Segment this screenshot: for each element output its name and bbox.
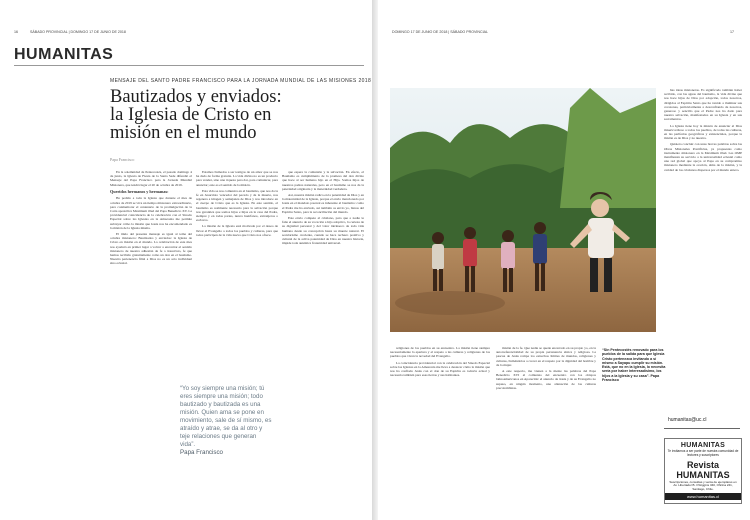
- pull-quote-source: Papa Francisco: [180, 449, 223, 456]
- right-page: [378, 0, 750, 520]
- section-title: HUMANITAS: [14, 46, 114, 63]
- ad-brand: Revista HUMANITAS: [676, 459, 730, 480]
- photo-ground: [390, 248, 656, 332]
- body-paragraph: A este respecto, me vienen a la mente las palabras del Papa Benedicto XVI al comienzo del encuentro con los obispos latinoamericanos en Aparecida: el anuncio de Jesús y de su Evangelio no supuso, en ningún momento, una alienación de las culturas precolombinas.: [496, 369, 596, 390]
- body-paragraph: misión de la fe. Que nadie se quede encerrado en su propio yo, en la autorreferencialidad de su propia pertenencia étnica y religiosa. La pascua de Jesús rompe los estrechos límites de mundos, religiones y culturas, llamándolos a crecer en el respeto por la dignidad del hombre y de la mujer.: [496, 346, 596, 367]
- photo-palm: [560, 88, 656, 208]
- body-paragraph: La coincidencia providencial con la celebración del Sínodo Especial sobre las Iglesias en la Amazonía me lleva a destacar cómo la misión que nos ha confiado Jesús con el don de su Espíritu es todavía actual y necesaria también para esas tierras y sus habitantes.: [390, 360, 490, 378]
- photo-caption: “Sin Pentecostés renovado para los pueblos de la salida para que Iglesia Cristo pertenezca invitando a sí mismo a Sayapu cumplir su misión. Está, que no en la Iglesia, lo necesita sería por haber interesadísimo, los hijos a la Iglesia y su casa”. Papa Francisco: [602, 348, 666, 383]
- running-header-right: DOMINGO 17 DE JUNIO DE 2018 | SÁBADO PROVINCIAL: [392, 30, 488, 34]
- subscription-ad[interactable]: [664, 438, 742, 504]
- intro-paragraph: En la solemnidad de Pentecostés, el pasado domingo 4 de junio, la Iglesia de Fiesta de la Santa Sede difundió el Mensaje del Papa Francisco para la Jornada Mundial Misionera, que tendrá lugar el 20 de octubre de 2019.: [110, 170, 192, 187]
- pull-quote-text: “Yo soy siempre una misión; tú eres siempre una misión; todo bautizado y bautizada es una misión. Quien ama se pone en movimiento, sale de sí mismo, es atraído y atrae, se da al otro y teje relaciones que generan vida”.: [180, 385, 272, 448]
- running-header-left: SÁBADO PROVINCIAL | DOMINGO 17 DE JUNIO DE 2018: [30, 30, 126, 34]
- article-kicker: MENSAJE DEL SANTO PADRE FRANCISCO PARA LA JORNADA MUNDIAL DE LAS MISIONES 2018: [110, 78, 372, 84]
- photo-shadow: [395, 291, 505, 315]
- folio-right: 17: [730, 30, 734, 34]
- article-headline: [110, 88, 360, 142]
- ad-details: Suscripciones, consultas y venta de ejemplares en Av. Libertador B. O'Higgins 340, Oficina 241, Santiago, Chile.: [669, 479, 737, 491]
- body-paragraph: La misión de la Iglesia está motivada por el deseo de llevar el Evangelio a todos los pueblos y culturas, para que todos participen de la vida nueva que Cristo nos ofrece.: [196, 224, 278, 237]
- body-paragraph: El título del presente mensaje es igual al tema del octubre misionero: Bautizados y enviados: la Iglesia de Cristo en misión en el mundo. La celebración de este mes nos ayudará en primer lugar a volver a encontrar el sentido misionero de nuestra adhesión de fe a Jesucristo, fe que hemos recibido gratuitamente como un don en el bautismo. Nuestra pertenencia filial a Dios no es un acto individual sino eclesial.: [110, 232, 192, 266]
- body-column-right: [664, 88, 742, 174]
- ad-url-bar[interactable]: www.humanitas.cl: [665, 493, 741, 500]
- body-column-bottom-left: [390, 346, 490, 379]
- headline-line-1: Bautizados y enviados:: [110, 87, 282, 107]
- body-paragraph: La Iglesia tiene hoy la misión de anunciar al Dios misericordioso a todos los pueblos, de todas las culturas, en las periferias geográficas y existenciales, porque la misión es de Dios y no nuestra.: [664, 123, 742, 141]
- headline-line-2: la Iglesia de Cristo en: [110, 105, 272, 125]
- ad-tagline: Te invitamos a ser parte de nuestra comunidad de lectores y suscriptores: [667, 449, 739, 457]
- body-paragraph: He pedido a toda la Iglesia que durante el mes de octubre de 2019 se viva un tiempo misionero extraordinario, para conmemorar el centenario de la promulgación de la Carta apostólica Maximum illud del Papa Benedicto XV. La providencial coincidencia de la celebración con el Sínodo Especial sobre las Iglesias en la Amazonía me permite subrayar cómo la misión que Jesús nos ha encomendado es la misión de la Iglesia misma.: [110, 196, 193, 230]
- body-column-3: [282, 170, 364, 247]
- body-column-1: [110, 170, 192, 268]
- article-byline: Papa Francisco: [110, 157, 135, 162]
- body-paragraph: Así, nuestra misión radica en la paternidad de Dios y en la maternidad de la Iglesia, porque el envío mencionado por Jesús en el mandato pascual es inherente al bautismo: como el Padre me ha enviado, así también os envío yo, llenos del Espíritu Santo, para la reconciliación del mundo.: [282, 193, 364, 214]
- body-paragraph: Esta vida se nos comunica en el bautismo, que nos da la fe en Jesucristo vencedor del pecado y de la muerte, nos regenera a imagen y semejanza de Dios y nos introduce en el cuerpo de Cristo que es la Iglesia. En este sentido, el bautismo es realmente necesario para la salvación porque nos garantiza que somos hijos e hijas en la casa del Padre, siempre y en todas partes, nunca huérfanos, extranjeros o esclavos.: [196, 188, 278, 223]
- folio-left: 16: [14, 30, 18, 34]
- body-paragraph: Estamos llamados a ser testigos de un amor que se nos ha dado de forma gratuita. La vida divina no es un producto para vender, sino una riqueza para dar, para comunicar, para anunciar; este es el sentido de la misión.: [196, 170, 278, 187]
- left-page: [0, 0, 372, 520]
- website-link[interactable]: humanitas@uc.cl: [668, 417, 707, 423]
- body-paragraph: que espera la comunión y la salvación. En efecto, el Bautismo es cumplimiento de la promesa del don divino que hace al ser humano hijo en el Hijo. Somos hijos de nuestros padres naturales, pero en el bautismo se nos da la paternidad originaria y la maternidad verdadera.: [282, 170, 364, 191]
- headline-line-3: misión en el mundo: [110, 123, 257, 143]
- salutation-heading: Queridos hermanos y hermanas:: [110, 188, 169, 194]
- body-paragraph: Este envío compete al cristiano, para que a nadie le falte el anuncio de su vocación a hijo adoptivo, la certeza de su dignidad personal y del valor intrínseco de toda vida humana desde su concepción hasta su muerte natural. El secularismo creciente, cuando se hace rechazo positivo y cultural de la activa paternidad de Dios en nuestra historia, impide toda auténtica fraternidad universal.: [282, 216, 364, 246]
- body-paragraph: ñas ideas misioneras. Es significado también haber recibido, con las aguas del bautismo, la vida divina que nos hace hijos de Dios por adopción, todos nosotros, dirigidos al Espíritu Santo que ha venido a iluminar sus corazones, particularmente a desconfiando de nosotros, generoso y sencillo que el Padre nos ha dado para nuestra salvación, manifestados en su Iglesia y en sus sacramentos.: [664, 88, 742, 122]
- section-rule: [14, 65, 364, 66]
- missionary-photo: [390, 88, 656, 332]
- pull-quote: [180, 385, 272, 457]
- body-paragraph: Quisiera concluir con unas breves palabras sobre las Obras Misionales Pontificias, ya propuestas como instrumento misionero en la Maximum illud. Las OMP manifiestan su servicio a la universalidad eclesial como una red global que apoya al Papa en su compromiso misionero mediante la oración, alma de la misión, y la caridad de los cristianos dispersos por el mundo entero.: [664, 142, 742, 172]
- body-column-2: [196, 170, 278, 239]
- body-paragraph: religiones de los pueblos en su encuentro. La misión tiene siempre necesariamente la apertura y el respeto a las culturas y religiones de los pueblos que viven la novedad del Evangelio.: [390, 346, 490, 359]
- body-column-bottom-mid: [496, 346, 596, 392]
- website-rule: [664, 428, 740, 429]
- ad-title: HUMANITAS: [680, 442, 726, 449]
